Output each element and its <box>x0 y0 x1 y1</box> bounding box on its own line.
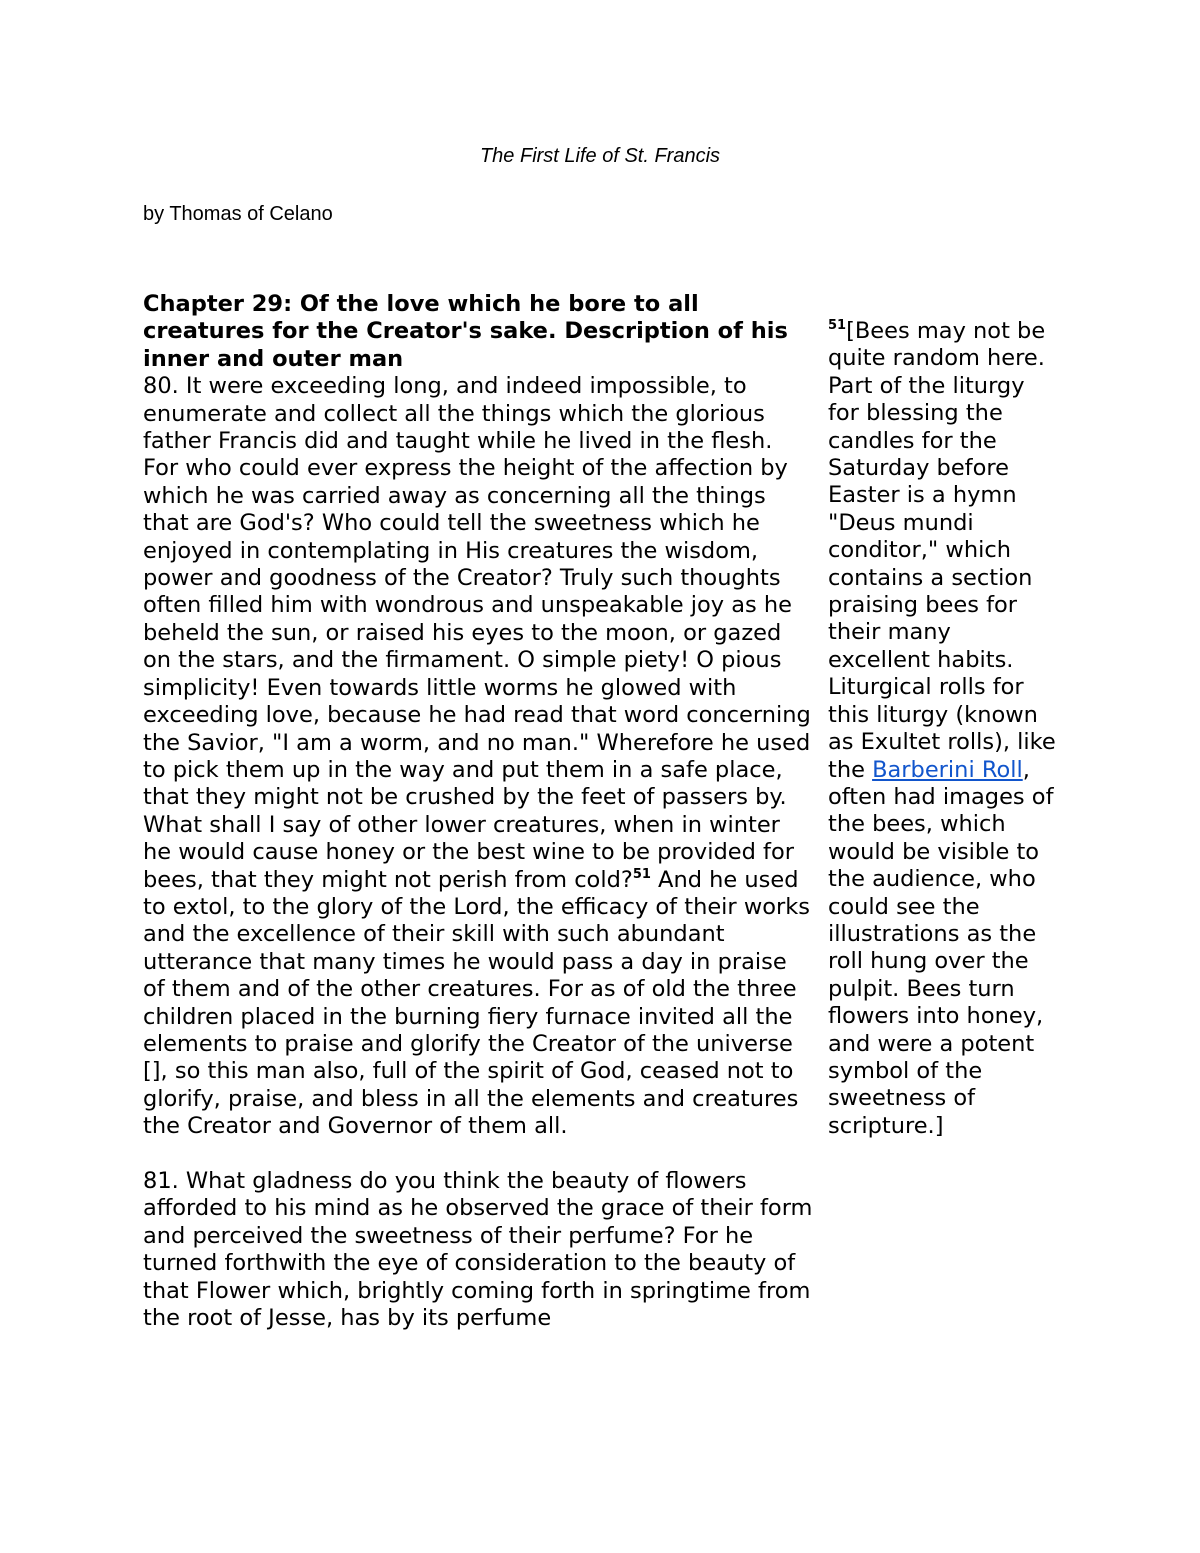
footnote-reference-51[interactable]: 51 <box>632 866 651 882</box>
paragraph-81: 81. What gladness do you think the beauty of flowers afforded to his mind as he observed the grace of their form and perceived the sweetness of their perfume? For he turned forthwith the eye of consideration to the beauty of that Flower which, brightly coming forth in springtime from the root of Jesse, has by its perfume <box>143 1167 813 1332</box>
footnote-number: 51 <box>828 318 847 333</box>
paragraph-spacer <box>143 1141 813 1168</box>
paragraph-80-text-part2: And he used to extol, to the glory of the Lord, the efficacy of their works and the excellence of their skill with such abundant utterance that many times he would pass a day in praise of them and of the other creatures. For as of old the three children placed in the burning fiery furnace invited all the elements to praise and glorify the Creator of the universe [], so this man also, full of the spirit of God, ceased not to glorify, praise, and bless in all the elements and creatures the Creator and Governor of them all. <box>143 866 811 1140</box>
paragraph-80 <box>143 373 813 1140</box>
footnote-text-before-link: [Bees may not be quite random here. Part of the liturgy for blessing the candles for the Saturday before Easter is a hymn "Deus mundi conditor," which contains a section praising bees for their many excellent habits. Liturgical rolls for this liturgy (known as Exultet rolls), like the <box>828 318 1056 783</box>
paragraph-80-text-part1: 80. It were exceeding long, and indeed impossible, to enumerate and collect all the things which the glorious father Francis did and taught while he lived in the flesh. For who could ever express the height of the affection by which he was carried away as concerning all the things that are God's? Who could tell the sweetness which he enjoyed in contemplating in His creatures the wisdom, power and goodness of the Creator? Truly such thoughts often filled him with wondrous and unspeakable joy as he beheld the sun, or raised his eyes to the moon, or gazed on the stars, and the firmament. O simple piety! O pious simplicity! Even towards little worms he glowed with exceeding love, because he had read that word concerning the Savior, "I am a worm, and no man." Wherefore he used to pick them up in the way and put them in a safe place, that they might not be crushed by the feet of passers by. What shall I say of other lower creatures, when in winter he would cause honey or the best wine to be provided for bees, that they might not perish from cold? <box>143 373 811 893</box>
barberini-roll-link[interactable]: Barberini Roll <box>872 756 1023 783</box>
footnote-text-after-link: , often had images of the bees, which would be visible to the audience, who could see the illustrations as the roll hung over the pulpit. Bees turn flowers into honey, and were a potent symbol of the sweetness of scripture.] <box>828 756 1054 1139</box>
main-text-column <box>143 291 813 1332</box>
chapter-heading: Chapter 29: Of the love which he bore to all creatures for the Creator's sake. Description of his inner and outer man <box>143 291 788 372</box>
document-title: The First Life of St. Francis <box>479 145 721 167</box>
footnote-column <box>828 318 1058 1140</box>
author-byline: by Thomas of Celano <box>143 203 333 225</box>
